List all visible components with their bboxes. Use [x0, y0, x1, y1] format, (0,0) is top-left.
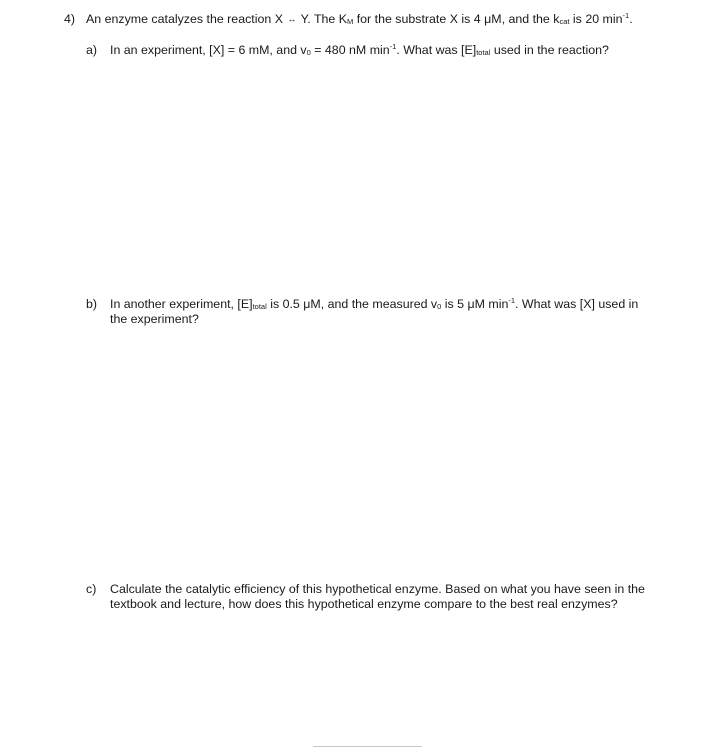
part-c-line-1: Calculate the catalytic efficiency of this hypothetical enzyme. Based on what you have seen in the — [110, 582, 645, 596]
total-subscript: total — [252, 302, 267, 311]
part-a-text-2: = 480 nM min — [310, 43, 390, 57]
part-a-text-4: used in the reaction? — [490, 43, 609, 57]
part-b-text-4: . What was [X] used in — [515, 297, 639, 311]
question-number: 4) — [64, 12, 76, 26]
stem-text-5: . — [629, 12, 633, 26]
part-b-exponent: -1 — [508, 296, 516, 305]
part-c-label: c) — [86, 582, 97, 596]
stem-exponent: -1 — [622, 11, 630, 20]
stem-text-2: Y. The K — [297, 12, 348, 26]
part-b-text-2: is 0.5 μM, and the measured v — [266, 297, 438, 311]
v0-subscript: 0 — [306, 48, 311, 57]
question-stem — [86, 12, 633, 27]
part-a-text — [110, 43, 609, 58]
part-b-label: b) — [86, 297, 98, 311]
part-a-label: a) — [86, 43, 98, 57]
km-subscript: M — [347, 17, 354, 26]
v0-subscript: 0 — [437, 302, 442, 311]
double-arrow-icon: ↔ — [287, 14, 297, 24]
part-a-text-1: In an experiment, [X] = 6 mM, and v — [110, 43, 307, 57]
part-b-line-1 — [110, 297, 638, 312]
total-subscript: total — [476, 48, 491, 57]
stem-text-3: for the substrate X is 4 μM, and the k — [353, 12, 560, 26]
part-b-line-2: the experiment? — [110, 312, 199, 326]
kcat-subscript: cat — [559, 17, 570, 26]
part-a-text-3: . What was [E] — [396, 43, 477, 57]
part-b-text-3: is 5 μM min — [441, 297, 509, 311]
part-c-line-2: textbook and lecture, how does this hypothetical enzyme compare to the best real enzymes? — [110, 597, 618, 611]
bottom-divider — [313, 746, 422, 747]
stem-text-4: is 20 min — [569, 12, 623, 26]
part-a-exponent: -1 — [389, 42, 397, 51]
part-b-text-1: In another experiment, [E] — [110, 297, 253, 311]
stem-text-1: An enzyme catalyzes the reaction X — [86, 12, 287, 26]
